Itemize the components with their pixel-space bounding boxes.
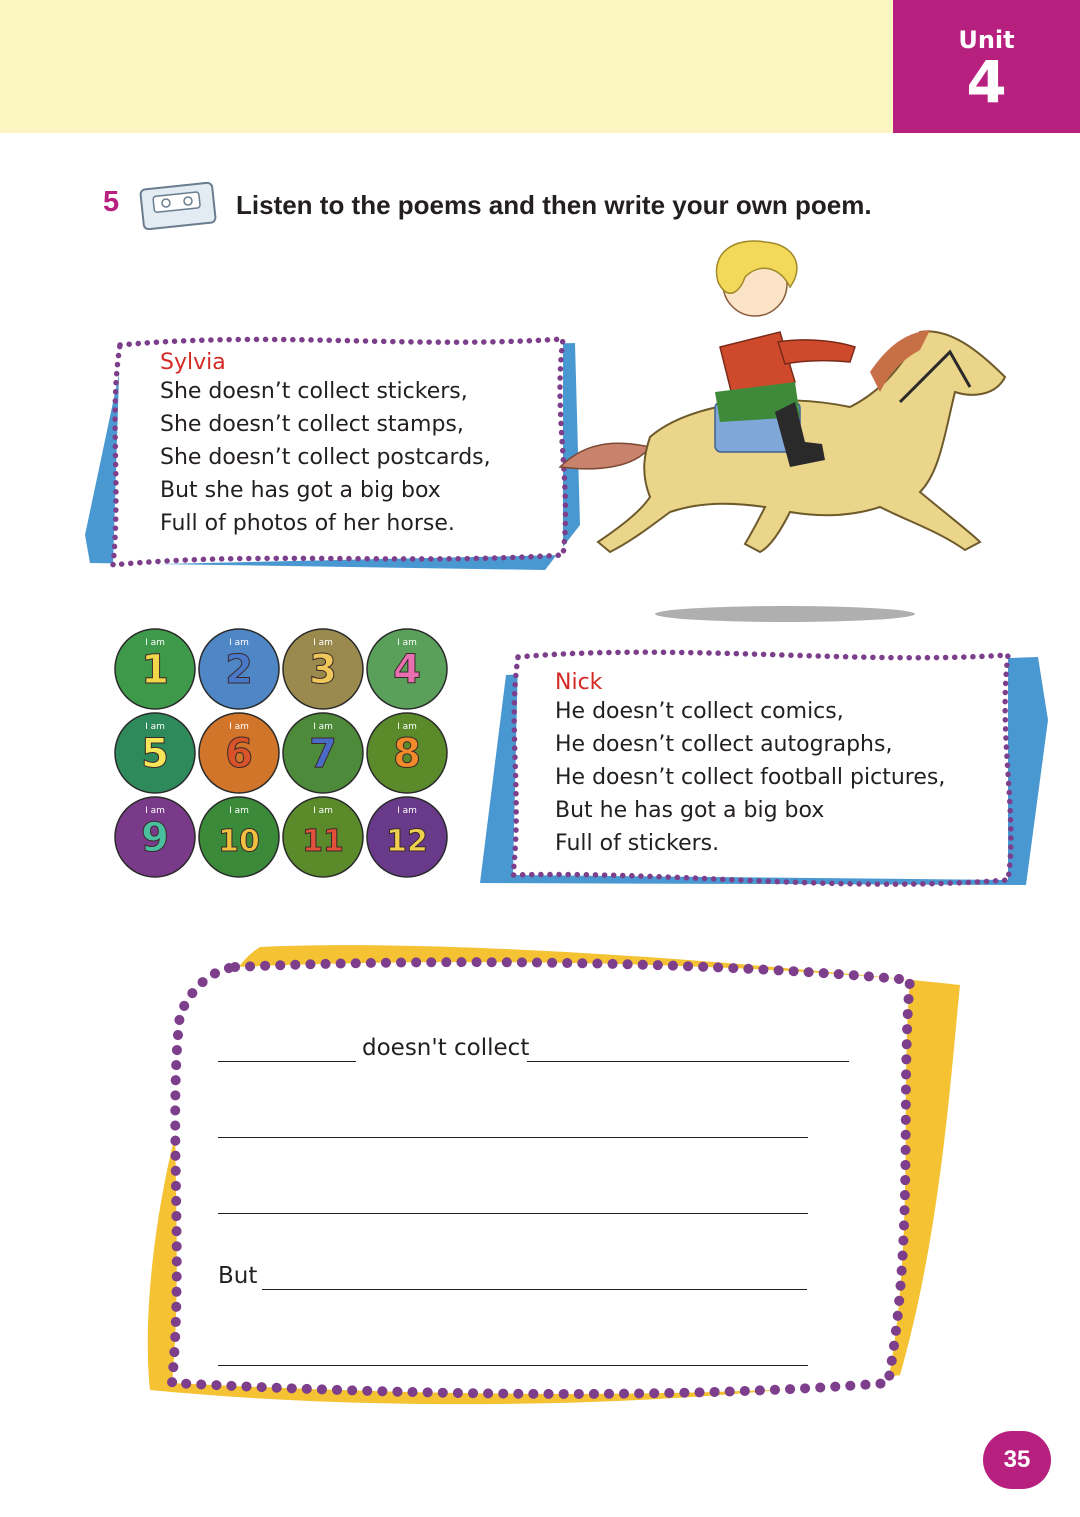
poem-line: But she has got a big box bbox=[160, 478, 441, 503]
number-sticker bbox=[367, 797, 447, 877]
number-sticker bbox=[199, 629, 279, 709]
sticker-tag: I am bbox=[145, 806, 165, 816]
number-sticker bbox=[199, 713, 279, 793]
nick-poem bbox=[555, 670, 945, 860]
poem-title: Nick bbox=[555, 670, 603, 695]
sticker-tag: I am bbox=[145, 722, 165, 732]
sticker-number: 2 bbox=[225, 647, 253, 693]
sticker-number: 12 bbox=[386, 824, 428, 859]
number-sticker bbox=[367, 629, 447, 709]
poem-line: Full of photos of her horse. bbox=[160, 511, 455, 536]
number-sticker bbox=[283, 797, 363, 877]
sticker-tag: I am bbox=[229, 806, 249, 816]
answer-line[interactable] bbox=[262, 1289, 807, 1290]
number-sticker bbox=[367, 713, 447, 793]
sticker-tag: I am bbox=[397, 722, 417, 732]
sticker-tag: I am bbox=[313, 722, 333, 732]
poem-line: He doesn’t collect comics, bbox=[555, 699, 844, 724]
number-sticker bbox=[283, 713, 363, 793]
number-sticker bbox=[115, 713, 195, 793]
sticker-tag: I am bbox=[145, 638, 165, 648]
sticker-number: 9 bbox=[141, 815, 169, 861]
header-band bbox=[0, 0, 893, 133]
sticker-tag: I am bbox=[397, 806, 417, 816]
poem-line: She doesn’t collect postcards, bbox=[160, 445, 491, 470]
sticker-number: 10 bbox=[218, 824, 260, 859]
poem-line: Full of stickers. bbox=[555, 831, 720, 856]
unit-badge bbox=[893, 0, 1080, 133]
frame-line1-text: doesn't collect bbox=[362, 1035, 530, 1061]
page-number: 35 bbox=[983, 1431, 1051, 1489]
answer-blank[interactable] bbox=[218, 1061, 356, 1062]
answer-line[interactable] bbox=[218, 1213, 808, 1214]
poem-line: She doesn’t collect stamps, bbox=[160, 412, 464, 437]
answer-line[interactable] bbox=[218, 1137, 808, 1138]
exercise-number: 5 bbox=[103, 186, 120, 218]
sylvia-poem bbox=[160, 350, 491, 540]
number-sticker bbox=[283, 629, 363, 709]
poem-line: He doesn’t collect football pictures, bbox=[555, 765, 946, 790]
unit-label: Unit bbox=[958, 26, 1015, 54]
sticker-number: 1 bbox=[141, 647, 169, 693]
sticker-tag: I am bbox=[313, 806, 333, 816]
sticker-number: 6 bbox=[225, 731, 253, 777]
poem-line: She doesn’t collect stickers, bbox=[160, 379, 468, 404]
number-sticker bbox=[115, 629, 195, 709]
writing-frame-background bbox=[110, 935, 980, 1425]
sticker-tag: I am bbox=[397, 638, 417, 648]
sticker-tag: I am bbox=[229, 638, 249, 648]
answer-line[interactable] bbox=[218, 1365, 808, 1366]
sticker-tag: I am bbox=[313, 638, 333, 648]
unit-number: 4 bbox=[966, 48, 1007, 116]
sticker-tag: I am bbox=[229, 722, 249, 732]
sticker-number: 4 bbox=[393, 647, 421, 693]
cassette-icon bbox=[138, 180, 218, 230]
poem-line: He doesn’t collect autographs, bbox=[555, 732, 893, 757]
sticker-number: 5 bbox=[141, 731, 169, 777]
sticker-number: 8 bbox=[393, 731, 421, 777]
sticker-number: 7 bbox=[309, 731, 337, 777]
poem-line: But he has got a big box bbox=[555, 798, 825, 823]
number-sticker bbox=[199, 797, 279, 877]
number-sticker bbox=[115, 797, 195, 877]
horse-rider-illustration bbox=[550, 232, 1030, 632]
poem-title: Sylvia bbox=[160, 350, 226, 375]
frame-line4-text: But bbox=[218, 1263, 258, 1289]
sticker-number: 3 bbox=[309, 647, 337, 693]
exercise-instruction: Listen to the poems and then write your own poem. bbox=[236, 190, 872, 220]
number-stickers-grid bbox=[112, 625, 457, 885]
sticker-number: 11 bbox=[302, 824, 344, 859]
answer-blank[interactable] bbox=[527, 1061, 849, 1062]
